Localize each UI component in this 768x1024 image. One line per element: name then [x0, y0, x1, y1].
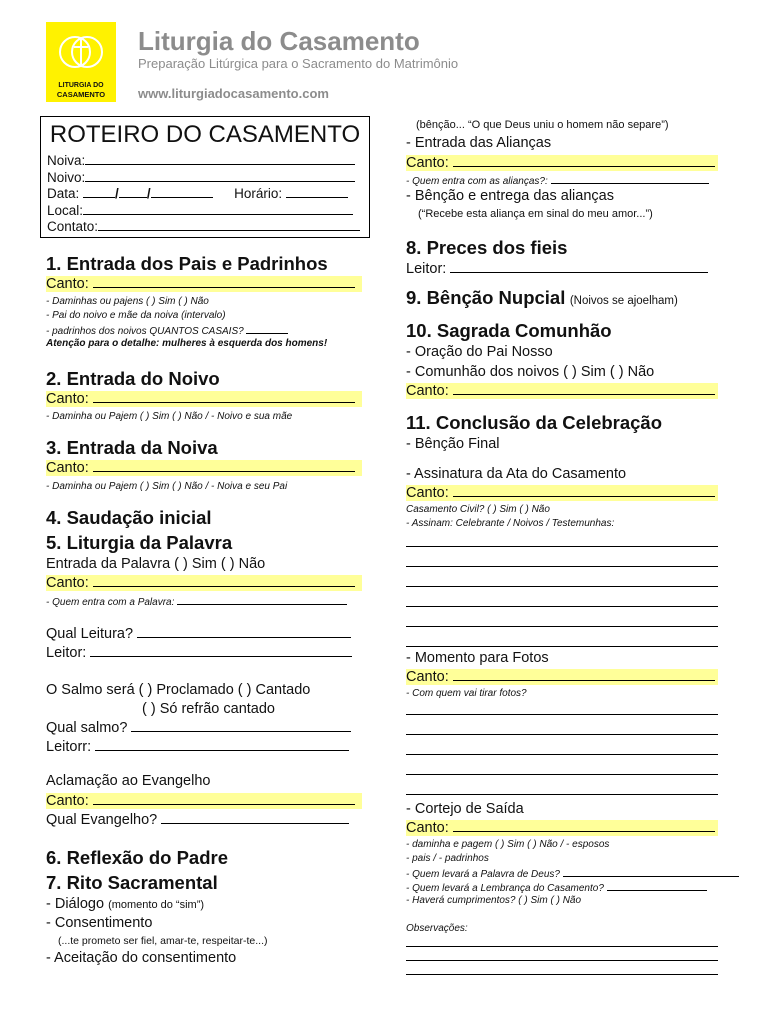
logo-text-1: LITURGIA DO	[58, 82, 104, 89]
cortejo-note-2: - pais / - padrinhos	[406, 853, 489, 864]
bencao-note: (bênção... “O que Deus uniu o homem não separe”)	[416, 119, 669, 131]
local-label: Local:	[47, 203, 84, 218]
logo-text-2: CASAMENTO	[56, 90, 106, 99]
qual-leitura-row	[46, 626, 351, 642]
data-row: Data: / / Horário:	[47, 186, 348, 201]
qual-salmo-row	[46, 720, 351, 736]
section-5-heading: 5. Liturgia da Palavra	[46, 532, 233, 553]
assinam-lines[interactable]	[406, 536, 718, 647]
canto-aliancas	[406, 155, 718, 171]
s1-note-4: Atenção para o detalhe: mulheres à esquerda dos homens!	[46, 338, 328, 349]
rings-cross-icon	[55, 30, 107, 74]
canto-3-field[interactable]	[93, 460, 355, 472]
canto-label: Canto:	[46, 391, 89, 407]
cortejo-note-3	[406, 867, 739, 880]
canto-5-field[interactable]	[93, 575, 355, 587]
dialogo-label: - Diálogo	[46, 896, 105, 912]
logo	[46, 22, 116, 102]
leitor-row-1	[46, 645, 352, 661]
section-9-row	[406, 287, 678, 309]
aliancas-note-text: - Quem entra com as alianças?:	[406, 176, 548, 187]
year-field[interactable]	[151, 197, 213, 198]
section-3-heading: 3. Entrada da Noiva	[46, 437, 218, 458]
salmo-option-refrao: ( ) Só refrão cantado	[142, 701, 275, 717]
leitor-label: Leitor:	[46, 645, 87, 661]
dialogo-row	[46, 896, 204, 912]
canto-label: Canto:	[406, 155, 449, 171]
assinatura-ata: - Assinatura da Ata do Casamento	[406, 466, 627, 482]
dialogo-note: (momento do “sim”)	[108, 899, 205, 911]
entrada-aliancas: - Entrada das Alianças	[406, 135, 552, 151]
leitor-row-2	[46, 739, 349, 755]
cortejo-note-5: - Haverá cumprimentos? ( ) Sim ( ) Não	[406, 895, 582, 906]
leitor-field-1[interactable]	[90, 645, 352, 657]
bencao-final: - Bênção Final	[406, 436, 500, 452]
data-label: Data:	[47, 186, 80, 201]
s1-note-2: - Pai do noivo e mãe da noiva (intervalo)	[46, 310, 226, 321]
canto-1-field[interactable]	[93, 276, 355, 288]
qual-evangelho-label: Qual Evangelho?	[46, 812, 158, 828]
contato-row	[47, 219, 360, 234]
month-field[interactable]	[119, 197, 147, 198]
canto-label: Canto:	[406, 669, 449, 685]
canto-comunhao	[406, 383, 718, 399]
s1-note-3	[46, 324, 288, 337]
contato-field[interactable]	[98, 230, 360, 231]
section-10-heading: 10. Sagrada Comunhão	[406, 320, 612, 341]
section-9-note: (Noivos se ajoelham)	[569, 295, 678, 307]
horario-label: Horário:	[234, 186, 283, 201]
qual-evangelho-field[interactable]	[161, 812, 349, 824]
noiva-row	[47, 153, 355, 168]
canto-aclamacao-field[interactable]	[93, 793, 355, 805]
canto-5	[46, 575, 362, 591]
canto-fotos-field[interactable]	[453, 669, 715, 681]
section-9-heading: 9. Bênção Nupcial	[406, 287, 566, 308]
fotos-note: - Com quem vai tirar fotos?	[406, 688, 527, 699]
salmo-options: O Salmo será ( ) Proclamado ( ) Cantado	[46, 682, 311, 698]
quem-entra-aliancas-field[interactable]	[551, 174, 709, 184]
noivo-row	[47, 170, 355, 185]
brand-subtitle: Preparação Litúrgica para o Sacramento do Matrimônio	[138, 56, 459, 71]
assinam-note: - Assinam: Celebrante / Noivos / Testemunhas:	[406, 518, 615, 529]
canto-label: Canto:	[406, 383, 449, 399]
qual-salmo-label: Qual salmo?	[46, 720, 128, 736]
preces-leitor-label: Leitor:	[406, 261, 447, 277]
s5-entrada-palavra: Entrada da Palavra ( ) Sim ( ) Não	[46, 556, 266, 572]
qual-evangelho-row	[46, 812, 349, 828]
noivo-label: Noivo:	[47, 170, 86, 185]
cortejo-saida: - Cortejo de Saída	[406, 801, 524, 817]
s5-note-1-text: - Quem entra com a Palavra:	[46, 597, 175, 608]
s1-note-3-text: - padrinhos dos noivos QUANTOS CASAIS?	[46, 326, 244, 337]
quem-entra-palavra-field[interactable]	[177, 595, 347, 605]
momento-fotos: - Momento para Fotos	[406, 650, 549, 666]
local-field[interactable]	[83, 214, 353, 215]
palavra-question: - Quem levará a Palavra de Deus?	[406, 869, 560, 880]
s2-note-1: - Daminha ou Pajem ( ) Sim ( ) Não / - Noivo e sua mãe	[46, 411, 293, 422]
consentimento-label: - Consentimento	[46, 915, 153, 931]
noiva-field[interactable]	[85, 164, 355, 165]
canto-label: Canto:	[406, 485, 449, 501]
lembranca-field[interactable]	[607, 881, 707, 891]
box-title: ROTEIRO DO CASAMENTO	[49, 121, 361, 148]
section-2-heading: 2. Entrada do Noivo	[46, 368, 220, 389]
leitor-field-2[interactable]	[95, 739, 349, 751]
section-1-heading: 1. Entrada dos Pais e Padrinhos	[46, 253, 328, 274]
canto-1	[46, 276, 362, 292]
pai-nosso: - Oração do Pai Nosso	[406, 344, 553, 360]
qual-leitura-label: Qual Leitura?	[46, 626, 134, 642]
canto-aliancas-field[interactable]	[453, 155, 715, 167]
brand-url[interactable]: www.liturgiadocasamento.com	[138, 86, 329, 101]
bencao-aliancas: - Bênção e entrega das alianças	[406, 188, 614, 204]
canto-comunhao-field[interactable]	[453, 383, 715, 395]
leitorr-label: Leitorr:	[46, 739, 92, 755]
s1-note-1: - Daminhas ou pajens ( ) Sim ( ) Não	[46, 296, 209, 307]
preces-leitor-row	[406, 261, 708, 277]
canto-3	[46, 460, 362, 476]
observacoes-lines[interactable]	[406, 936, 718, 975]
qual-salmo-field[interactable]	[131, 720, 351, 732]
horario-field[interactable]	[286, 197, 348, 198]
casamento-civil: Casamento Civil? ( ) Sim ( ) Não	[406, 504, 550, 515]
contato-label: Contato:	[47, 219, 99, 234]
section-11-heading: 11. Conclusão da Celebração	[406, 412, 663, 433]
qual-leitura-field[interactable]	[137, 626, 351, 638]
section-8-heading: 8. Preces dos fieis	[406, 237, 568, 258]
section-7-heading: 7. Rito Sacramental	[46, 872, 218, 893]
canto-fotos	[406, 669, 718, 685]
canto-label: Canto:	[46, 276, 89, 292]
canto-label: Canto:	[46, 793, 89, 809]
brand-title: Liturgia do Casamento	[138, 26, 420, 56]
canto-aclamacao	[46, 793, 362, 809]
aclamacao-label: Aclamação ao Evangelho	[46, 773, 211, 789]
noivo-field[interactable]	[85, 181, 355, 182]
section-6-heading: 6. Reflexão do Padre	[46, 847, 228, 868]
noiva-label: Noiva:	[47, 153, 86, 168]
canto-label: Canto:	[406, 820, 449, 836]
canto-cortejo-field[interactable]	[453, 820, 715, 832]
casais-field[interactable]	[246, 324, 288, 334]
alianca-quote: (“Recebe esta aliança em sinal do meu amor...”)	[418, 208, 653, 220]
consentimento-note: (...te prometo ser fiel, amar-te, respeitar-te...)	[58, 935, 268, 947]
aliancas-note	[406, 174, 709, 187]
lembranca-question: - Quem levará a Lembrança do Casamento?	[406, 883, 604, 894]
cortejo-note-4	[406, 881, 707, 894]
section-4-heading: 4. Saudação inicial	[46, 507, 212, 528]
comunhao-noivos: - Comunhão dos noivos ( ) Sim ( ) Não	[406, 364, 655, 380]
cortejo-note-1: - daminha e pagem ( ) Sim ( ) Não / - esposos	[406, 839, 610, 850]
s3-note-1: - Daminha ou Pajem ( ) Sim ( ) Não / - Noiva e seu Pai	[46, 481, 288, 492]
aceitacao-label: - Aceitação do consentimento	[46, 950, 237, 966]
canto-label: Canto:	[46, 460, 89, 476]
canto-label: Canto:	[46, 575, 89, 591]
palavra-field[interactable]	[563, 867, 739, 877]
canto-cortejo	[406, 820, 718, 836]
canto-assinatura	[406, 485, 718, 501]
info-box	[40, 116, 370, 238]
canto-2	[46, 391, 362, 407]
s5-note-1	[46, 595, 347, 608]
fotos-lines[interactable]	[406, 704, 718, 795]
observacoes-label: Observações:	[406, 923, 468, 934]
preces-leitor-field[interactable]	[450, 261, 708, 273]
canto-2-field[interactable]	[93, 391, 355, 403]
local-row	[47, 203, 353, 218]
canto-assinatura-field[interactable]	[453, 485, 715, 497]
day-field[interactable]	[83, 197, 115, 198]
